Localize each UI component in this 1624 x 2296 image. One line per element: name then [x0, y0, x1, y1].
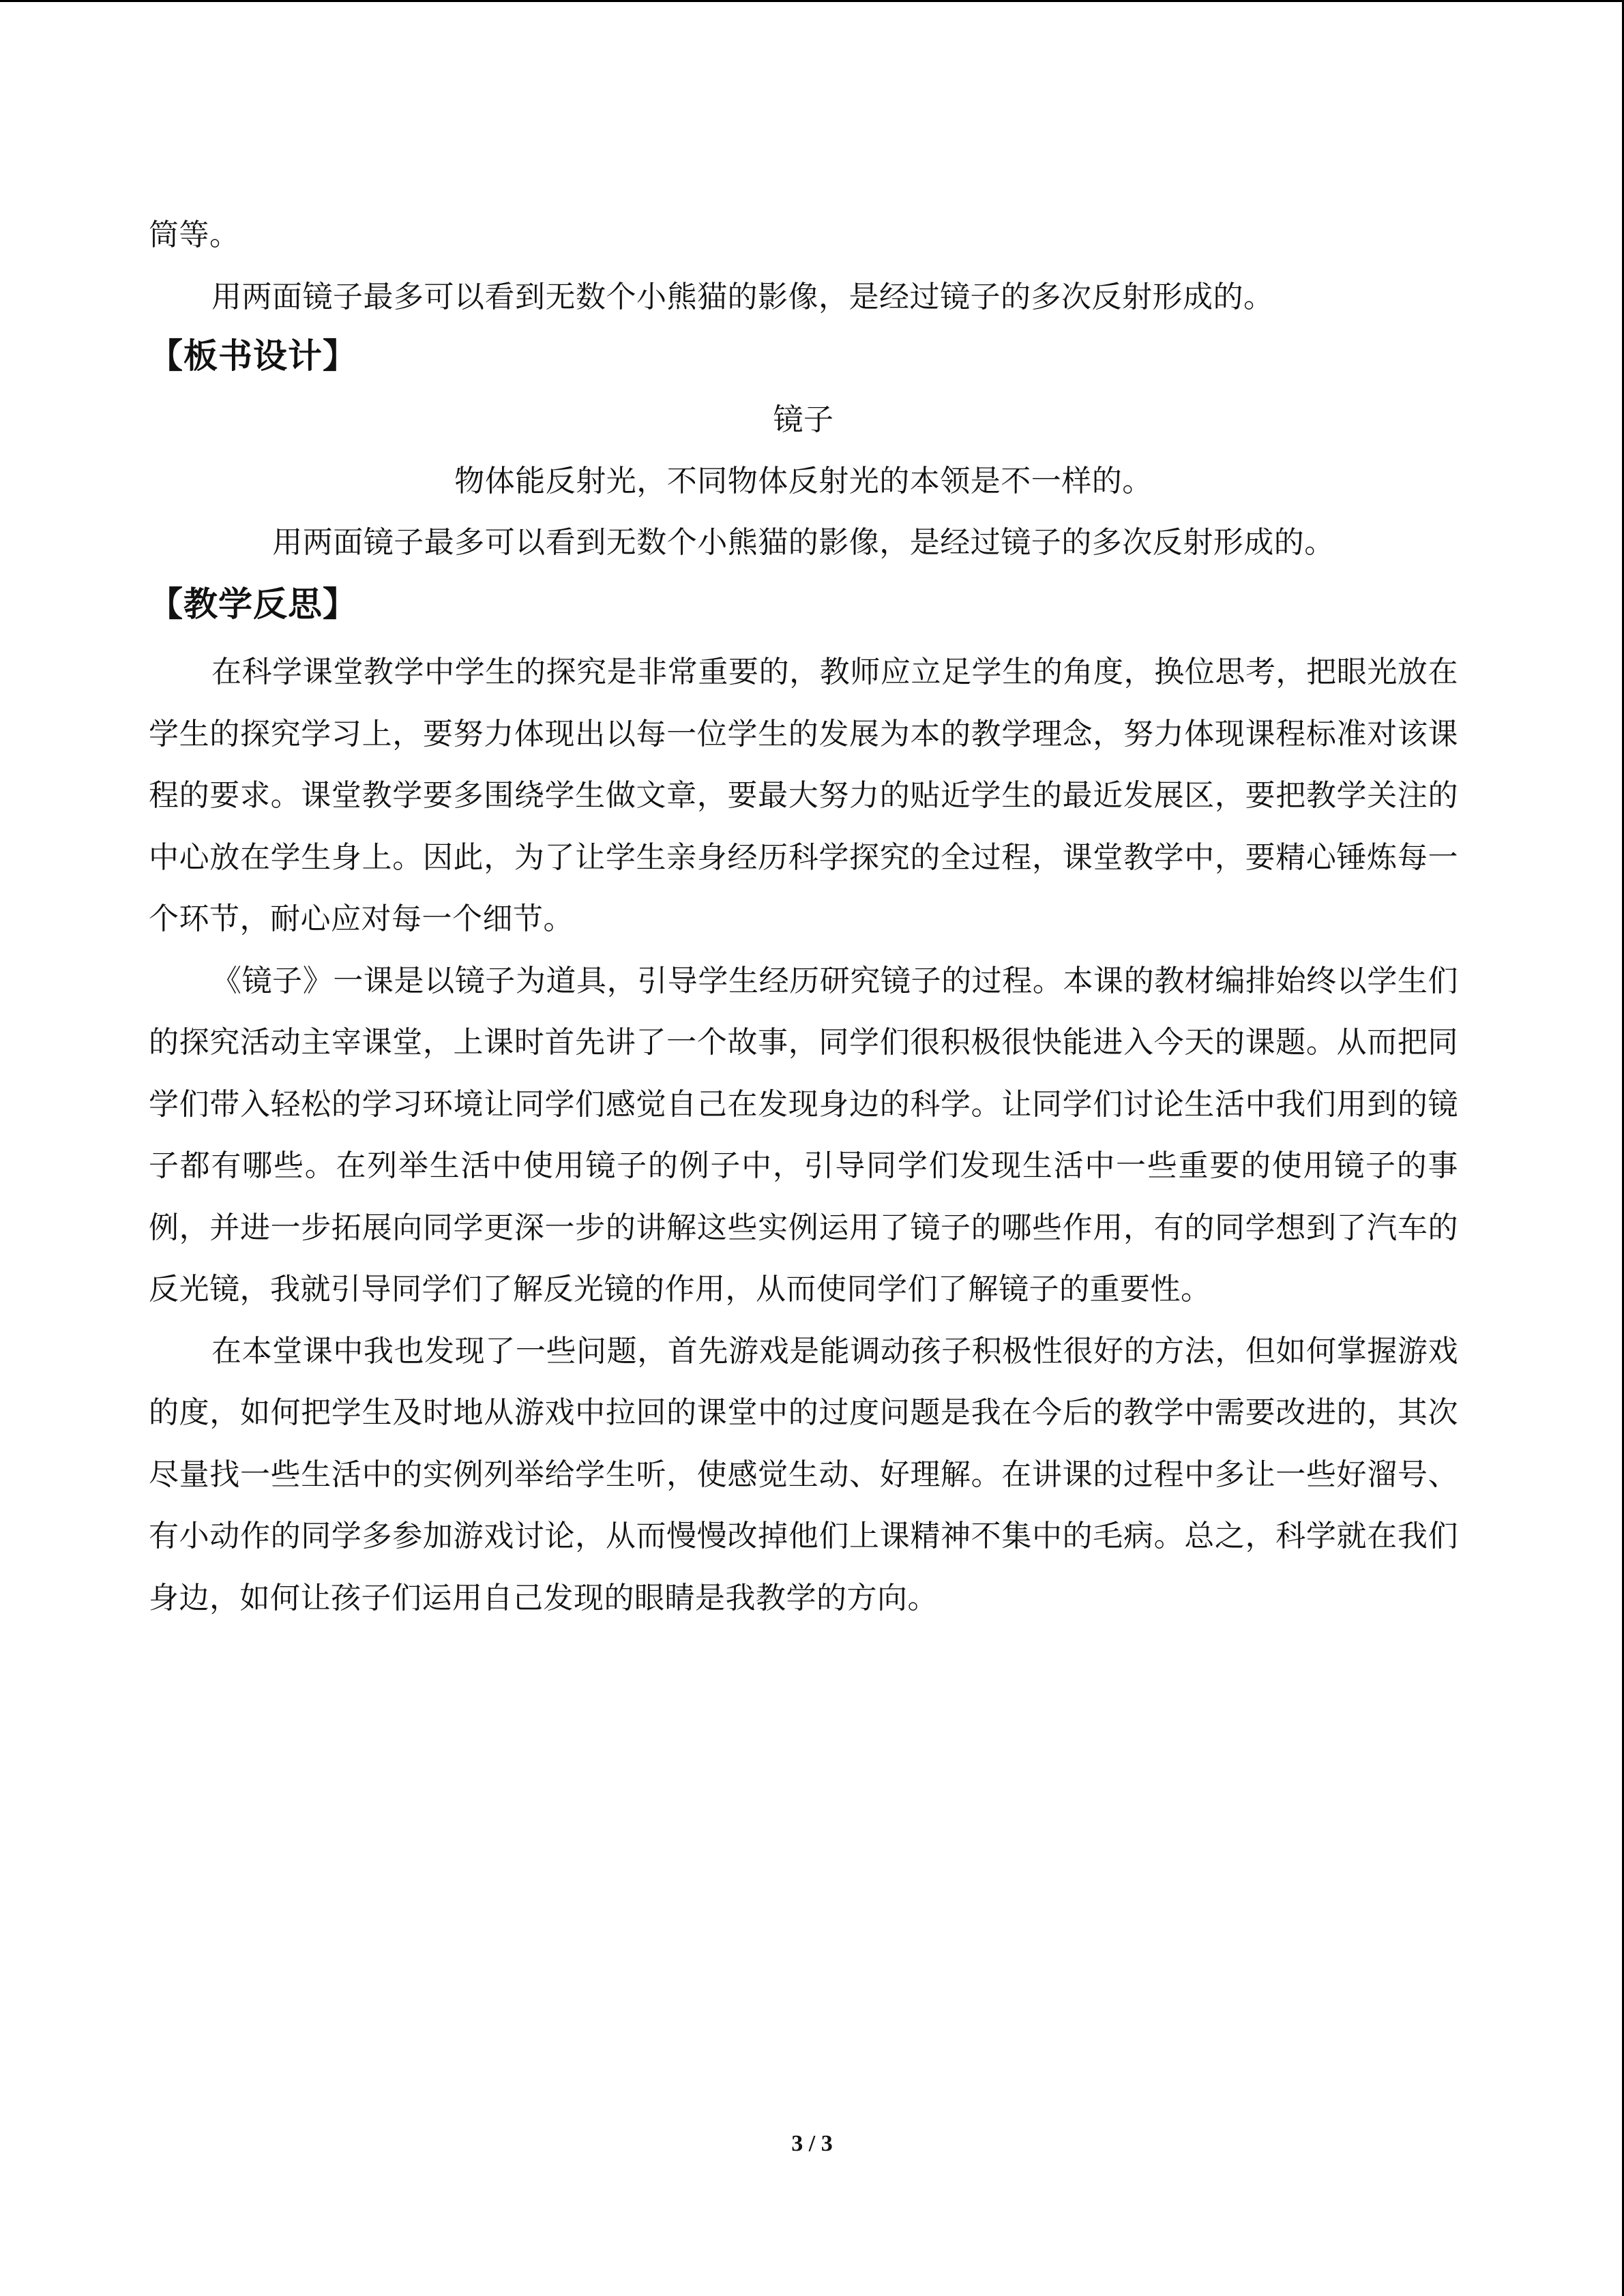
- board-design-heading: 【板书设计】: [149, 336, 357, 376]
- intro-line-end: 筒等。: [149, 218, 240, 252]
- board-design-block: [149, 389, 1458, 573]
- reflection-paragraph-3: 在本堂课中我也发现了一些问题，首先游戏是能调动孩子积极性很好的方法，但如何掌握游戏的度，如何把学生及时地从游戏中拉回的课堂中的过度问题是我在今后的教学中需要改进的，其次尽量找一些生活中的实例列举给学生听，使感觉生动、好理解。在讲课的过程中多让一些好溜号、有小动作的同学多参加游戏讨论，从而慢慢改掉他们上课精神不集中的毛病。总之，科学就在我们身边，如何让孩子们运用自己发现的眼睛是我教学的方向。: [149, 1333, 1458, 1615]
- page-border-top: [0, 0, 1624, 2]
- board-design-line2: 用两面镜子最多可以看到无数个小熊猫的影像，是经过镜子的多次反射形成的。: [272, 525, 1335, 560]
- intro-conclusion: 用两面镜子最多可以看到无数个小熊猫的影像，是经过镜子的多次反射形成的。: [211, 279, 1274, 314]
- reflection-paragraph-2: 《镜子》一课是以镜子为道具，引导学生经历研究镜子的过程。本课的教材编排始终以学生们的探究活动主宰课堂，上课时首先讲了一个故事，同学们很积极很快能进入今天的课题。从而把同学们带入轻松的学习环境让同学们感觉自己在发现身边的科学。让同学们讨论生活中我们用到的镜子都有哪些。在列举生活中使用镜子的例子中，引导同学们发现生活中一些重要的使用镜子的事例，并进一步拓展向同学更深一步的讲解这些实例运用了镜子的哪些作用，有的同学想到了汽车的反光镜，我就引导同学们了解反光镜的作用，从而使同学们了解镜子的重要性。: [149, 963, 1458, 1307]
- reflection-paragraph-1: 在科学课堂教学中学生的探究是非常重要的，教师应立足学生的角度，换位思考，把眼光放在学生的探究学习上，要努力体现出以每一位学生的发展为本的教学理念，努力体现课程标准对该课程的要求。课堂教学要多围绕学生做文章，要最大努力的贴近学生的最近发展区，要把教学关注的中心放在学生身上。因此，为了让学生亲身经历科学探究的全过程，课堂教学中，要精心锤炼每一个环节，耐心应对每一个细节。: [149, 655, 1458, 936]
- page-number: 3 / 3: [791, 2131, 833, 2156]
- document-body: [149, 205, 1458, 1629]
- board-design-line1: 物体能反射光，不同物体反射光的本领是不一样的。: [454, 464, 1153, 498]
- reflection-heading: 【教学反思】: [149, 584, 357, 624]
- board-design-title: 镜子: [773, 402, 834, 437]
